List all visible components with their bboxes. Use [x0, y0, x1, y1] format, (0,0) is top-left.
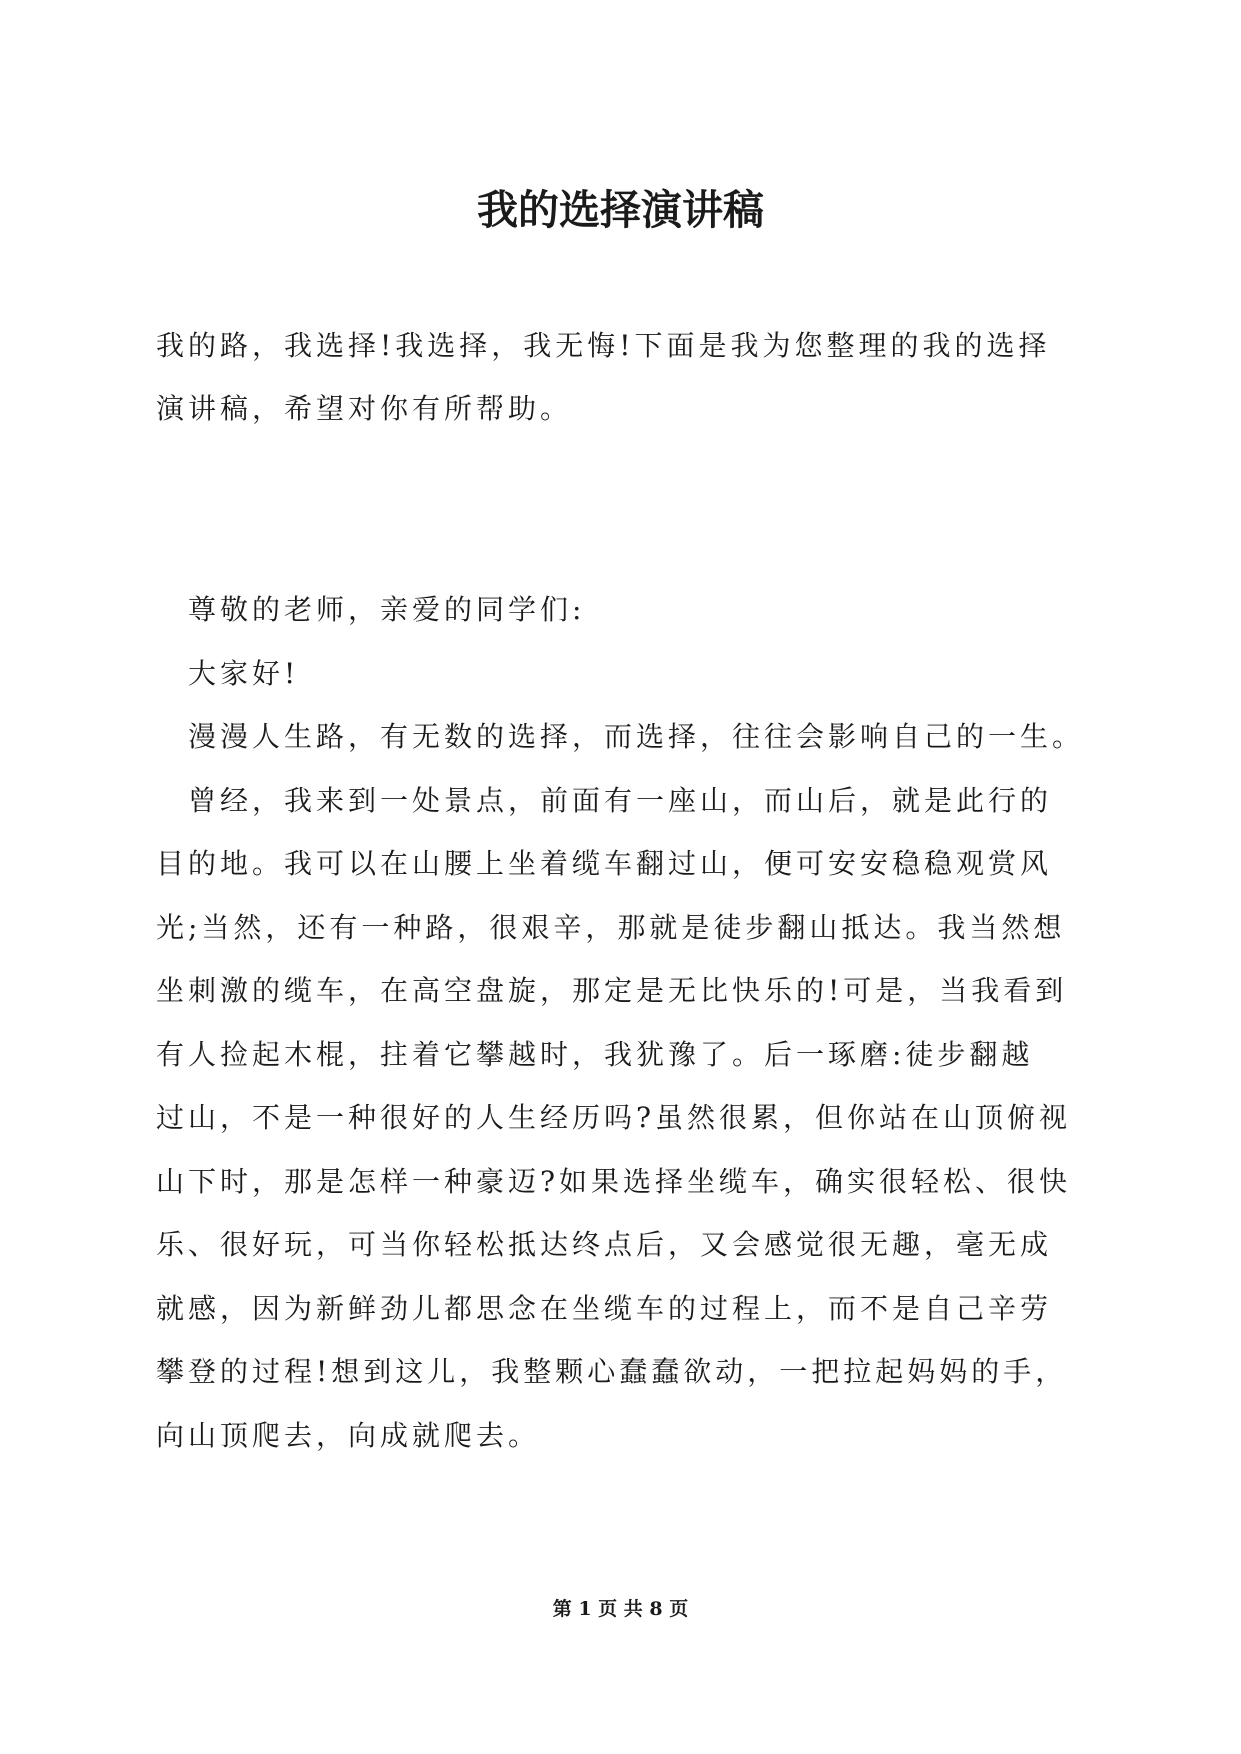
intro-line: 演讲稿，希望对你有所帮助。	[156, 392, 573, 425]
body-line: 光;当然，还有一种路，很艰辛，那就是徒步翻山抵达。我当然想	[156, 910, 1066, 944]
body-line: 坐刺激的缆车，在高空盘旋，那定是无比快乐的!可是，当我看到	[156, 974, 1068, 1007]
body-line: 曾经，我来到一处景点，前面有一座山，而山后，就是此行的	[188, 783, 1053, 817]
greeting-line: 大家好!	[188, 656, 300, 690]
body-line: 有人捡起木棍，拄着它攀越时，我犹豫了。后一琢磨:徒步翻越	[156, 1037, 1034, 1071]
page-number-footer: 第 1 页 共 8 页	[552, 1598, 689, 1620]
intro-paragraph	[156, 314, 1096, 440]
document-title: 我的选择演讲稿	[477, 186, 764, 234]
body-line: 目的地。我可以在山腰上坐着缆车翻过山，便可安安稳稳观赏风	[156, 847, 1053, 880]
intro-line: 我的路，我选择!我选择，我无悔!下面是我为您整理的我的选择	[156, 329, 1051, 362]
body-line: 攀登的过程!想到这儿，我整颗心蠢蠢欲动，一把拉起妈妈的手，	[156, 1355, 1068, 1388]
body-line: 就感，因为新鲜劲儿都思念在坐缆车的过程上，而不是自己辛劳	[156, 1291, 1053, 1325]
body-line: 过山，不是一种很好的人生经历吗?虽然很累，但你站在山顶俯视	[156, 1101, 1072, 1134]
body-line: 漫漫人生路，有无数的选择，而选择，往往会影响自己的一生。	[188, 720, 1085, 753]
body-line: 向山顶爬去，向成就爬去。	[156, 1418, 541, 1452]
body-line: 山下时，那是怎样一种豪迈?如果选择坐缆车，确实很轻松、很快	[156, 1164, 1072, 1198]
speech-body	[156, 578, 1116, 1467]
body-line: 乐、很好玩，可当你轻松抵达终点后，又会感觉很无趣，毫无成	[156, 1228, 1053, 1261]
salutation-line: 尊敬的老师，亲爱的同学们:	[188, 593, 586, 626]
